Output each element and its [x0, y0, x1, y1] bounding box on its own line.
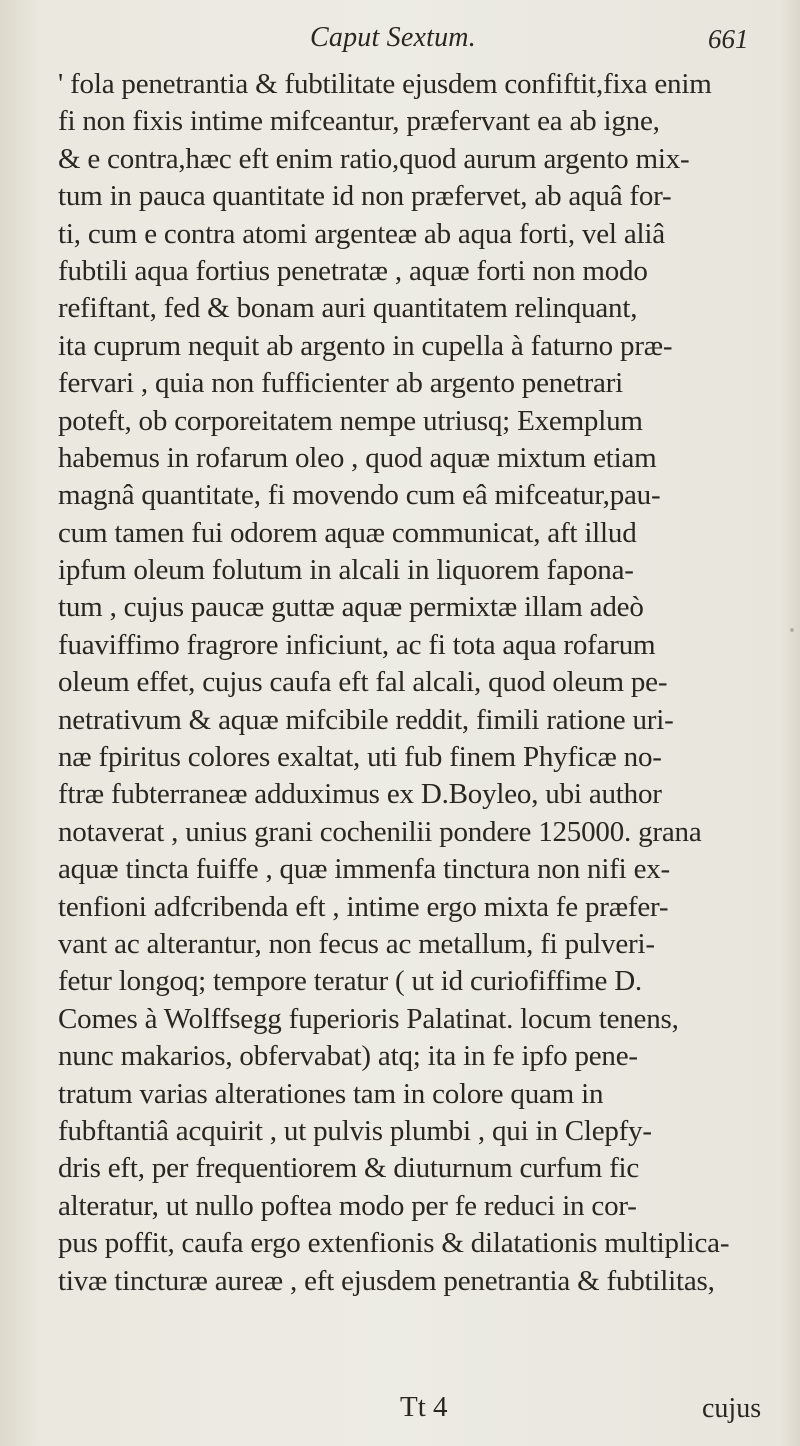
running-title: Caput Sextum. [310, 22, 476, 53]
text-line: notaverat , unius grani cochenilii pondere 125000. grana [58, 815, 702, 848]
text-line: oleum effet, cujus caufa eft fal alcali, quod oleum pe- [58, 666, 668, 699]
text-line: fi non fixis intime mifceantur, præfervant ea ab igne, [58, 105, 660, 138]
text-line: ti, cum e contra atomi argenteæ ab aqua forti, vel aliâ [58, 217, 665, 250]
text-line: nunc makarios, obfervabat) atq; ita in fe ipfo pene- [58, 1040, 638, 1073]
text-line: fubtili aqua fortius penetratæ , aquæ forti non modo [58, 254, 648, 287]
signature-mark: Tt 4 [400, 1391, 448, 1423]
page-number: 661 [708, 24, 749, 54]
text-line: tratum varias alterationes tam in colore quam in [58, 1077, 604, 1110]
text-line: pus poffit, caufa ergo extenfionis & dilatationis multiplica- [58, 1227, 730, 1260]
text-line: ipfum oleum folutum in alcali in liquorem fapona- [58, 554, 634, 587]
text-line: aquæ tincta fuiffe , quæ immenfa tinctura non nifi ex- [58, 853, 670, 886]
page-header [0, 20, 800, 60]
text-line: magnâ quantitate, fi movendo cum eâ mifceatur,pau- [58, 479, 661, 512]
text-line: ' fola penetrantia & fubtilitate ejusdem confiftit,fixa enim [58, 68, 712, 100]
text-line: fervari , quia non fufficienter ab argento penetrari [58, 367, 624, 400]
body-text [58, 66, 770, 1300]
text-line: næ fpiritus colores exaltat, uti fub finem Phyficæ no- [58, 741, 662, 774]
text-line: habemus in rofarum oleo , quod aquæ mixtum etiam [58, 441, 657, 474]
text-line: fuaviffimo fragrore inficiunt, ac fi tota aqua rofarum [58, 628, 656, 661]
text-line: tenfioni adfcribenda eft , intime ergo mixta fe præfer- [58, 890, 669, 923]
text-line: netrativum & aquæ mifcibile reddit, fimili ratione uri- [58, 703, 674, 736]
text-line: ftræ fubterraneæ adduximus ex D.Boyleo, ubi author [58, 778, 662, 811]
text-line: ita cuprum nequit ab argento in cupella à faturno præ- [58, 329, 673, 362]
text-line: poteft, ob corporeitatem nempe utriusq; Exemplum [58, 404, 643, 437]
margin-speck [790, 628, 794, 632]
text-line: fubftantiâ acquirit , ut pulvis plumbi , qui in Clepfy- [58, 1114, 652, 1147]
text-line: tivæ tincturæ aureæ , eft ejusdem penetrantia & fubtilitas, [58, 1264, 715, 1297]
text-line: Comes à Wolffsegg fuperioris Palatinat. locum tenens, [58, 1002, 679, 1035]
text-line: tum in pauca quantitate id non præfervet, ab aquâ for- [58, 180, 672, 213]
text-line: & e contra,hæc eft enim ratio,quod aurum argento mix- [58, 142, 690, 175]
text-line: vant ac alterantur, non fecus ac metallum, fi pulveri- [58, 927, 655, 960]
text-line: alteratur, ut nullo poftea modo per fe reduci in cor- [58, 1189, 637, 1222]
text-line: dris eft, per frequentiorem & diuturnum curfum fic [58, 1152, 640, 1185]
text-line: tum , cujus paucæ guttæ aquæ permixtæ illam adeò [58, 591, 644, 624]
text-line: cum tamen fui odorem aquæ communicat, aft illud [58, 516, 637, 549]
catchword: cujus [702, 1393, 762, 1424]
text-line: refiftant, fed & bonam auri quantitatem relinquant, [58, 292, 638, 325]
text-line: fetur longoq; tempore teratur ( ut id curiofiffime D. [58, 965, 642, 998]
page-footer [0, 1391, 800, 1431]
